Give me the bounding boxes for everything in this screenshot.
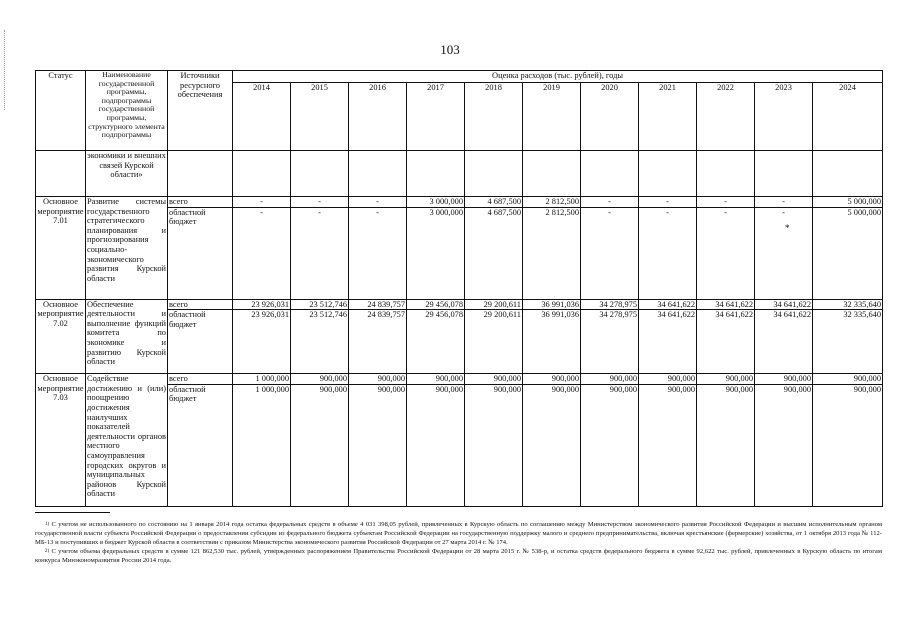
value-cell: -: [349, 207, 407, 299]
value-cell: 900,000: [697, 384, 755, 506]
value-cell: 34 641,622: [639, 299, 697, 310]
table-row: [36, 299, 883, 310]
header-sources: Источники ресурсного обеспечения: [168, 71, 233, 151]
value-cell: 900,000: [349, 374, 407, 385]
footnote: [35, 547, 882, 565]
value-cell: 5 000,000: [813, 207, 883, 299]
value-cell: 32 335,640: [813, 299, 883, 310]
value-cell: 4 687,500: [465, 197, 523, 208]
row-source: всего: [168, 197, 233, 208]
value-cell: 34 278,975: [581, 310, 639, 374]
value-cell: 900,000: [465, 374, 523, 385]
header-year: 2021: [639, 83, 697, 151]
value-cell: 34 641,622: [755, 310, 813, 374]
footnote-mark: 1): [45, 522, 50, 527]
header-year: 2019: [523, 83, 581, 151]
footnote-mark: 2): [45, 549, 50, 554]
table-row: [36, 374, 883, 385]
value-cell: 1 000,000: [233, 374, 291, 385]
value-cell: 900,000: [639, 374, 697, 385]
value-cell: 34 641,622: [697, 299, 755, 310]
value-cell: 900,000: [523, 374, 581, 385]
row-name: Обеспечение деятельности и выполнение функций комитета по экономике и развитию Курской области: [86, 299, 168, 374]
continuation-name: экономики и внешних связей Курской области»: [86, 151, 168, 197]
value-cell: 900,000: [697, 374, 755, 385]
value-cell: 900,000: [407, 384, 465, 506]
header-year: 2022: [697, 83, 755, 151]
value-cell: -: [233, 207, 291, 299]
header-name: Наименование государственной программы, подпрограммы государственной программы, структурного элемента подпрограммы: [86, 71, 168, 151]
row-name: Развитие системы государственного стратегического планирования и прогнозирования социально-экономического развития Курской области: [86, 197, 168, 300]
page-number: 103: [440, 42, 460, 57]
value-cell: 23 512,746: [291, 299, 349, 310]
value-cell: 5 000,000: [813, 197, 883, 208]
value-cell: 900,000: [639, 384, 697, 506]
row-status: Основное мероприятие 7.01: [36, 197, 86, 300]
value-cell: -: [697, 197, 755, 208]
value-cell: 900,000: [465, 384, 523, 506]
value-cell: 36 991,036: [523, 310, 581, 374]
value-cell: -: [639, 197, 697, 208]
header-year: 2018: [465, 83, 523, 151]
value-cell: -: [291, 197, 349, 208]
value-cell: -: [291, 207, 349, 299]
margin-marks: [4, 30, 9, 110]
value-cell: 36 991,036: [523, 299, 581, 310]
footnotes: [35, 520, 882, 565]
row-source: всего: [168, 374, 233, 385]
header-status: Статус: [36, 71, 86, 151]
value-cell: 29 200,611: [465, 310, 523, 374]
footnote: [35, 520, 882, 547]
value-cell: 900,000: [581, 384, 639, 506]
footnote-text: С учетом объема федеральных средств в сумме 121 862,530 тыс. рублей, утвержденных распоряжением Правительства Российской Федерации от 28 марта 2015 г. № 538-р, и остатка средств федерального бюджета в сумме 92,622 тыс. рублей, привлеченных в Курскую область по итогам конкурса Минэкономразвития России 2014 года.: [35, 548, 882, 564]
value-cell: 23 512,746: [291, 310, 349, 374]
value-cell: 900,000: [755, 384, 813, 506]
row-status: Основное мероприятие 7.03: [36, 374, 86, 507]
value-cell: 34 641,622: [755, 299, 813, 310]
value-cell: -: [697, 207, 755, 299]
value-cell: 3 000,000: [407, 197, 465, 208]
value-cell: 34 278,975: [581, 299, 639, 310]
row-source: всего: [168, 299, 233, 310]
value-cell: 32 335,640: [813, 310, 883, 374]
value-cell: 900,000: [349, 384, 407, 506]
value-cell: 900,000: [291, 374, 349, 385]
header-year: 2023: [755, 83, 813, 151]
value-cell: 23 926,031: [233, 299, 291, 310]
header-year: 2024: [813, 83, 883, 151]
value-cell: -: [581, 207, 639, 299]
table-row: [36, 197, 883, 208]
header-year: 2016: [349, 83, 407, 151]
value-cell: -: [349, 197, 407, 208]
value-cell: -: [755, 197, 813, 208]
value-cell: 900,000: [755, 374, 813, 385]
value-cell: -: [639, 207, 697, 299]
value-cell: 29 200,611: [465, 299, 523, 310]
row-source: областной бюджет: [168, 384, 233, 506]
row-source: областной бюджет: [168, 310, 233, 374]
expenditure-table: [35, 70, 883, 507]
value-cell: 2 812,500: [523, 197, 581, 208]
value-cell: 2 812,500: [523, 207, 581, 299]
value-cell: 1 000,000: [233, 384, 291, 506]
value-cell: 900,000: [291, 384, 349, 506]
value-cell: 900,000: [813, 384, 883, 506]
value-cell: 3 000,000: [407, 207, 465, 299]
value-cell: -: [233, 197, 291, 208]
row-source: областной бюджет: [168, 207, 233, 299]
header-year: 2017: [407, 83, 465, 151]
value-cell: 4 687,500: [465, 207, 523, 299]
value-cell: 34 641,622: [639, 310, 697, 374]
value-cell: 24 839,757: [349, 310, 407, 374]
value-cell: 34 641,622: [697, 310, 755, 374]
header-year: 2015: [291, 83, 349, 151]
value-cell: 900,000: [407, 374, 465, 385]
stray-mark: *: [785, 223, 790, 233]
value-cell: 900,000: [813, 374, 883, 385]
value-cell: 23 926,031: [233, 310, 291, 374]
footnote-text: С учетом не использованного по состоянию на 1 января 2014 года остатка федеральных средств в объеме 4 031 398,05 рублей, привлеченных в Курскую область по соглашению между Министерством экономического развития Российской Федерации и высшим исполнительным органом государственной власти субъекта Российской Федерации о предоставлении субсидии из федерального бюджета субъектам Российской Федерации на государственную поддержку малого и среднего предпринимательства, включая крестьянские (фермерские) хозяйства, от 1 октября 2013 года № 112-МБ-13 и поступивших в бюджет Курской области в соответствии с приказом Министерства экономического развития Российской Федерации от 27 марта 2014 г. № 174.: [35, 521, 882, 546]
header-year: 2014: [233, 83, 291, 151]
header-estimate: Оценка расходов (тыс. рублей), годы: [233, 71, 883, 83]
header-year: 2020: [581, 83, 639, 151]
continuation-status: [36, 151, 86, 197]
value-cell: 900,000: [581, 374, 639, 385]
row-status: Основное мероприятие 7.02: [36, 299, 86, 374]
value-cell: -: [581, 197, 639, 208]
value-cell: 24 839,757: [349, 299, 407, 310]
value-cell: -: [755, 207, 813, 299]
value-cell: 29 456,078: [407, 299, 465, 310]
continuation-row: [36, 151, 883, 197]
row-name: Содействие достижению и (или) поощрению достижения наилучших показателей деятельности органов местного самоуправления городских округов и муниципальных районов Курской области: [86, 374, 168, 507]
value-cell: 29 456,078: [407, 310, 465, 374]
footnote-separator: [35, 512, 110, 513]
value-cell: 900,000: [523, 384, 581, 506]
